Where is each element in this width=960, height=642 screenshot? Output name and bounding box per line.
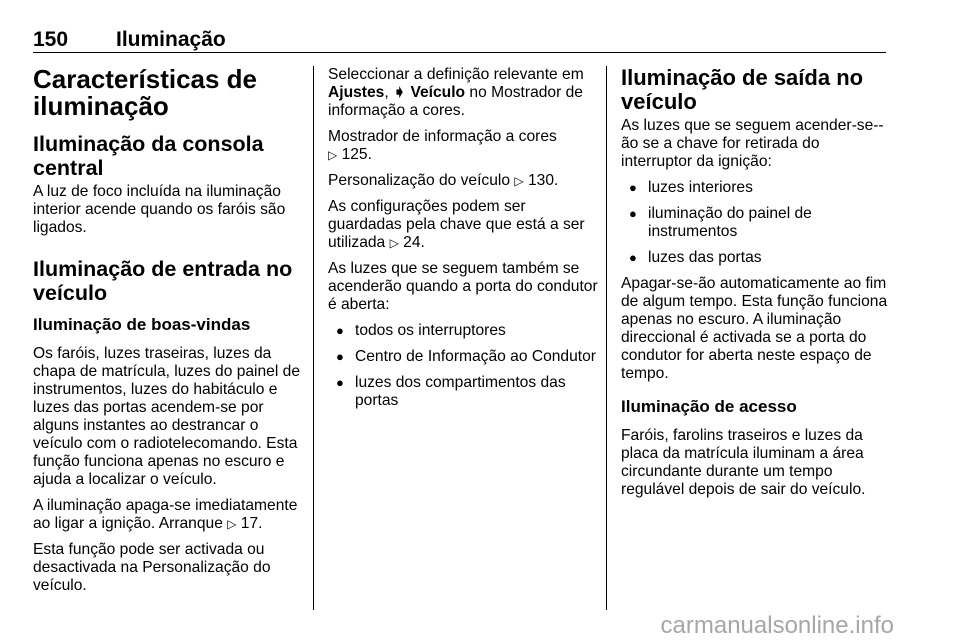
column-left [33, 66, 301, 603]
paragraph-luzes-intro: As luzes que se seguem também se acenderão quando a porta do condutor é aberta: [328, 260, 598, 313]
paragraph-config [328, 198, 598, 252]
config-text: As configurações podem ser guardadas pela chave que está a ser utilizada [328, 198, 585, 251]
list-item: ● luzes das portas [621, 249, 889, 267]
seleccionar-text: Seleccionar a definição relevante em [328, 66, 584, 83]
list-item: ● iluminação do painel de instrumentos [621, 205, 889, 241]
heading-acesso: Iluminação de acesso [621, 397, 797, 416]
arranque-text: Arranque [158, 515, 223, 532]
column-divider [313, 66, 314, 610]
seleccionar-text-end: no Mostrador de informação a cores. [328, 84, 583, 119]
list-item: ● Centro de Informação ao Condutor [328, 348, 598, 366]
paragraph-apaga-text: A iluminação apaga-se imediatamente ao ligar a ignição. [33, 497, 298, 532]
watermark: carmanualsonline.info [660, 612, 894, 639]
paragraph-seleccionar [328, 66, 598, 120]
personalizacao-ref: 130. [527, 172, 559, 189]
heading-consola: Iluminação da consola central [33, 132, 264, 180]
paragraph-apaga [33, 497, 301, 533]
reference-arrow-icon: ▷ [328, 148, 338, 162]
paragraph-apagar: Apagar-se-ão automaticamente ao fim de algum tempo. Esta função funciona apenas no escuro. A iluminação direccional é activada se a porta do condutor for aberta neste espaço de tempo. [621, 275, 888, 382]
bullet-list-saida [621, 179, 889, 267]
column-middle [328, 66, 598, 418]
page-header [33, 28, 886, 53]
chevron-right-icon: ➧ [393, 84, 407, 101]
reference-arrow-icon: ▷ [227, 517, 237, 531]
paragraph-acesso: Faróis, farolins traseiros e luzes da placa da matrícula iluminam a área circundante durante um tempo regulável depois de sair do veículo. [621, 427, 866, 498]
list-item: ● luzes interiores [621, 179, 889, 197]
reference-arrow-icon: ▷ [514, 174, 524, 188]
paragraph-activada: Esta função pode ser activada ou desactivada na Personalização do veículo. [33, 541, 271, 594]
section-title: Iluminação [116, 28, 226, 51]
paragraph-mostrador [328, 128, 598, 164]
bullet-list-condutor [328, 322, 598, 410]
column-right [621, 66, 889, 507]
list-item: ● todos os interruptores [328, 322, 598, 340]
reference-arrow-icon: ▷ [389, 236, 399, 250]
heading-entrada: Iluminação de entrada no veículo [33, 257, 293, 305]
heading-boas-vindas: Iluminação de boas-vindas [33, 315, 251, 334]
heading-saida: Iluminação de saída no veículo [621, 65, 864, 114]
paragraph-consola: A luz de foco incluída na iluminação interior acende quando os faróis são ligados. [33, 183, 286, 236]
personalizacao-text: Personalização do veículo [328, 172, 511, 189]
menu-veiculo: Veículo [410, 84, 466, 101]
paragraph-saida-intro: As luzes que se seguem acender-se--ão se a chave for retirada do interruptor da ignição: [621, 117, 884, 170]
arranque-ref: 17. [240, 515, 263, 532]
mostrador-text: Mostrador de informação a cores [328, 128, 557, 145]
paragraph-personalizacao [328, 172, 598, 190]
column-divider [606, 66, 607, 610]
mostrador-ref: 125. [341, 146, 372, 163]
separator: , [384, 84, 389, 101]
menu-ajustes: Ajustes [328, 84, 385, 101]
config-ref: 24. [403, 234, 425, 251]
heading-caracteristicas: Características de iluminação [33, 64, 258, 121]
list-item: ● luzes dos compartimentos das portas [328, 374, 598, 410]
page-number: 150 [33, 28, 69, 51]
paragraph-boas-vindas: Os faróis, luzes traseiras, luzes da chapa de matrícula, luzes do painel de instrumentos, luzes do habitáculo e luzes das portas acendem-se por alguns instantes ao destrancar o veículo com o radiotelecomando. Esta função funciona apenas no escuro e ajuda a localizar o veículo. [33, 345, 300, 488]
